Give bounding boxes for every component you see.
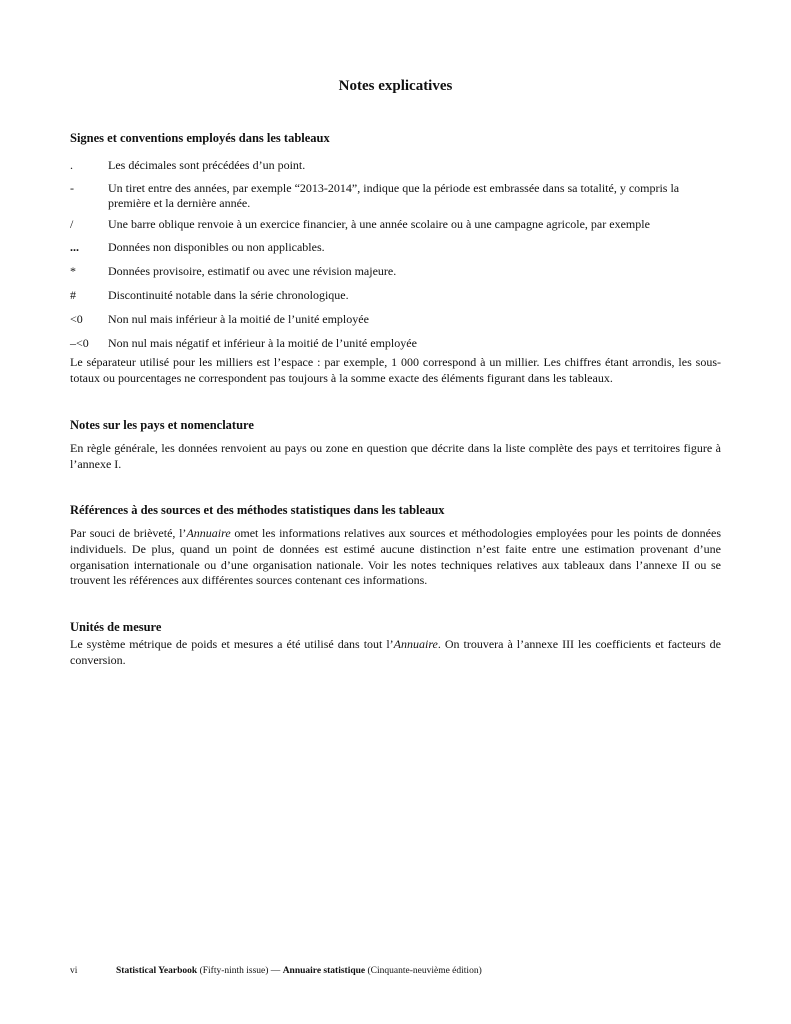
sign-item-slash [70,217,720,232]
sign-item-negative-less-than-zero [70,336,720,351]
sign-description: Non nul mais négatif et inférieur à la moitié de l’unité employée [108,336,417,350]
units-text-before: Le système métrique de poids et mesures a été utilisé dans tout l’ [70,637,394,651]
sources-text-before: Par souci de brièveté, l’ [70,526,187,540]
separator-note: Le séparateur utilisé pour les milliers est l’espace : par exemple, 1 000 correspond à un millier. Les chiffres étant arrondis, les sous-totaux ou pourcentages ne correspondent pas toujours à la somme exacte des éléments figurant dans les tableaux. [70,355,721,385]
sign-symbol: / [70,217,74,231]
sources-paragraph [70,526,721,589]
footer-publication [116,966,482,976]
sign-item-dash [70,181,720,211]
annuaire-title: Annuaire [393,637,438,651]
sign-description: Non nul mais inférieur à la moitié de l’unité employée [108,312,369,326]
sign-description: Données non disponibles ou non applicables. [108,240,325,254]
sources-text-after: omet les informations relatives aux sources et méthodologies employées pour les points de données individuels. De plus, quand un point de données est estimé aucune distinction n’est faite entre une estimation provenant d’une organisation internationale ou d’une organisation nationale. Voir les notes techniques relatives aux tableaux dans l’annexe II ou se trouvent les références aux différentes sources contenant ces informations. [70,526,722,588]
sign-symbol: # [70,288,76,302]
sources-heading: Références à des sources et des méthodes statistiques dans les tableaux [70,503,445,517]
countries-heading: Notes sur les pays et nomenclature [70,418,254,432]
sign-item-asterisk [70,264,720,279]
countries-paragraph: En règle générale, les données renvoient au pays ou zone en question que décrite dans la liste complète des pays et territoires figure à l’annexe I. [70,441,721,471]
sign-item-ellipsis [70,240,720,255]
sign-description: Données provisoire, estimatif ou avec une révision majeure. [108,264,397,278]
units-heading: Unités de mesure [70,620,162,634]
sign-description: Discontinuité notable dans la série chronologique. [108,288,349,302]
sign-item-less-than-zero [70,312,720,327]
sign-item-decimal [70,158,720,173]
sign-description: Un tiret entre des années, par exemple “2013-2014”, indique que la période est embrassée dans sa totalité, y compris la première et la dernière année. [108,181,680,210]
page-title: Notes explicatives [338,78,453,94]
footer-issue-fr: (Cinquante-neuvième édition) [365,966,482,976]
sign-symbol: ... [70,240,79,254]
sign-description: Une barre oblique renvoie à un exercice financier, à une année scolaire ou à une campagne agricole, par exemple [108,217,650,231]
footer-issue-en: (Fifty-ninth issue) — [197,966,283,976]
sign-symbol: –<0 [70,336,89,350]
sign-symbol: <0 [70,312,83,326]
sign-symbol: - [70,181,74,195]
sign-symbol: * [70,264,76,278]
footer-title-fr: Annuaire statistique [282,966,366,976]
sign-symbol: . [70,158,73,172]
sign-description: Les décimales sont précédées d’un point. [108,158,306,172]
page-number: vi [70,966,78,976]
signs-heading: Signes et conventions employés dans les tableaux [70,131,330,145]
units-text-after: . On trouvera à l’annexe III les coefficients et facteurs de conversion. [70,637,721,667]
annuaire-title: Annuaire [186,526,231,540]
units-paragraph [70,637,721,669]
sign-item-hash [70,288,720,303]
footer-title-en: Statistical Yearbook [116,966,198,976]
